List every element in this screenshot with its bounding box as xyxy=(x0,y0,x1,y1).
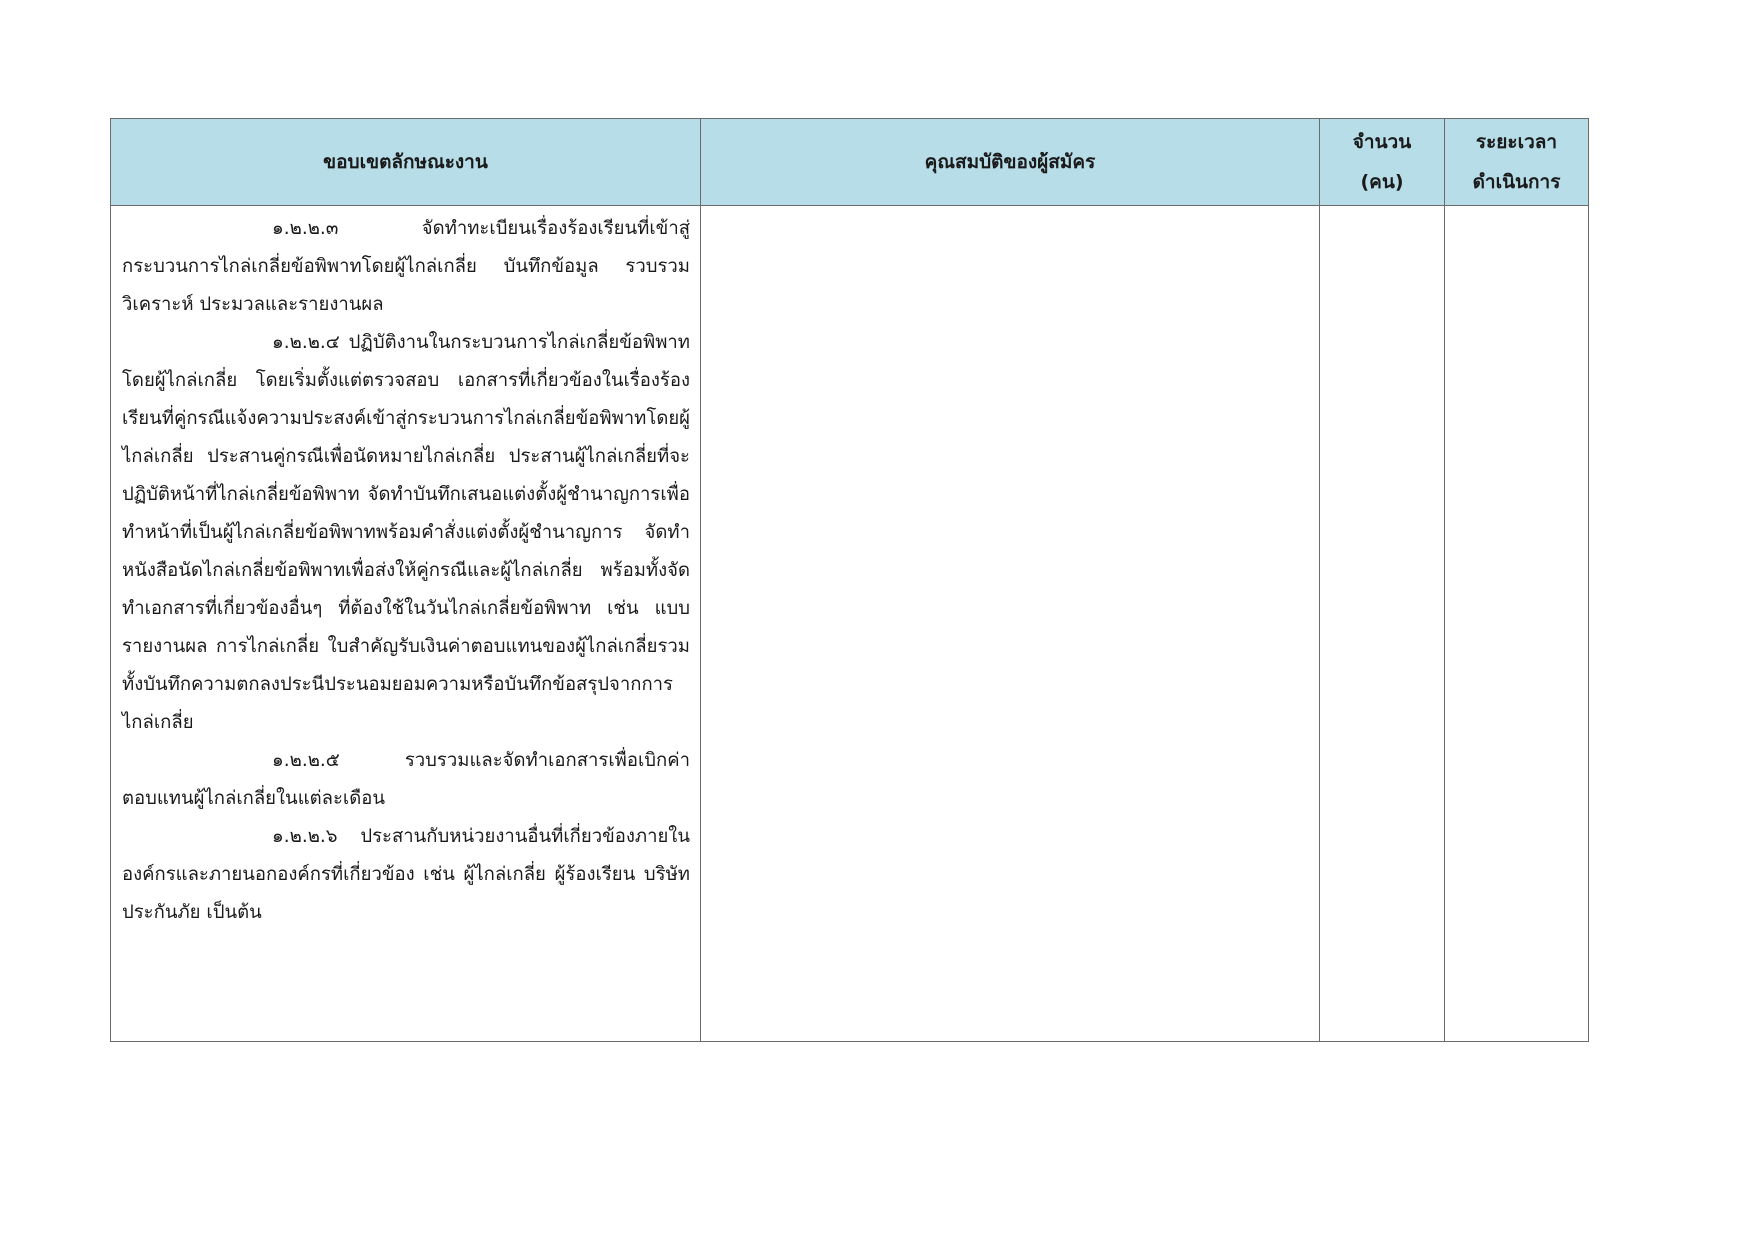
table-header-row xyxy=(111,119,1589,206)
scope-paragraph xyxy=(122,210,690,324)
scope-paragraph-text: ๑.๒.๒.๖ ประสานกับหน่วยงานอื่นที่เกี่ยวข้องภายในองค์กรและภายนอกองค์กรที่เกี่ยวข้อง เช่น ผู้ไกล่เกลี่ย ผู้ร้องเรียน บริษัทประกันภัย เป็นต้น xyxy=(122,826,690,923)
duration-cell xyxy=(1445,206,1589,1042)
table-row xyxy=(111,206,1589,1042)
header-amount-line1: จำนวน xyxy=(1352,131,1412,153)
header-amount xyxy=(1320,119,1445,206)
header-qualifications-label: คุณสมบัติของผู้สมัคร xyxy=(924,151,1096,173)
header-duration-line1: ระยะเวลา xyxy=(1475,131,1558,153)
scope-cell xyxy=(111,206,701,1042)
scope-paragraph xyxy=(122,324,690,742)
scope-paragraph-text: ๑.๒.๒.๓ จัดทำทะเบียนเรื่องร้องเรียนที่เข้าสู่กระบวนการไกล่เกลี่ยข้อพิพาทโดยผู้ไกล่เกลี่ย บันทึกข้อมูล รวบรวม วิเคราะห์ ประมวลและรายงานผล xyxy=(122,218,690,315)
header-scope-label: ขอบเขตลักษณะงาน xyxy=(323,151,488,173)
header-scope xyxy=(111,119,701,206)
header-qualifications xyxy=(701,119,1320,206)
scope-paragraph-text: ๑.๒.๒.๕ รวบรวมและจัดทำเอกสารเพื่อเบิกค่าตอบแทนผู้ไกล่เกลี่ยในแต่ละเดือน xyxy=(122,750,690,809)
scope-paragraph xyxy=(122,818,690,932)
scope-paragraph xyxy=(122,742,690,818)
header-duration xyxy=(1445,119,1589,206)
qualifications-cell xyxy=(701,206,1320,1042)
header-amount-line2: (คน) xyxy=(1360,171,1404,193)
scope-table xyxy=(110,118,1589,1042)
scope-paragraph-text: ๑.๒.๒.๔ ปฏิบัติงานในกระบวนการไกล่เกลี่ยข้อพิพาทโดยผู้ไกล่เกลี่ย โดยเริ่มตั้งแต่ตรวจสอบ เอกสารที่เกี่ยวข้องในเรื่องร้องเรียนที่คู่กรณีแจ้งความประสงค์เข้าสู่กระบวนการไกล่เกลี่ยข้อพิพาทโดยผู้ไกล่เกลี่ย ประสานคู่กรณีเพื่อนัดหมายไกล่เกลี่ย ประสานผู้ไกล่เกลี่ยที่จะปฏิบัติหน้าที่ไกล่เกลี่ยข้อพิพาท จัดทำบันทึกเสนอแต่งตั้งผู้ชำนาญการเพื่อทำหน้าที่เป็นผู้ไกล่เกลี่ยข้อพิพาทพร้อมคำสั่งแต่งตั้งผู้ชำนาญการ จัดทำหนังสือนัดไกล่เกลี่ยข้อพิพาทเพื่อส่งให้คู่กรณีและผู้ไกล่เกลี่ย พร้อมทั้งจัดทำเอกสารที่เกี่ยวข้องอื่นๆ ที่ต้องใช้ในวันไกล่เกลี่ยข้อพิพาท เช่น แบบรายงานผล การไกล่เกลี่ย ใบสำคัญรับเงินค่าตอบแทนของผู้ไกล่เกลี่ยรวมทั้งบันทึกความตกลงประนีประนอมยอมความหรือบันทึกข้อสรุปจากการไกล่เกลี่ย xyxy=(122,332,691,733)
header-duration-line2: ดำเนินการ xyxy=(1472,171,1561,193)
amount-cell xyxy=(1320,206,1445,1042)
